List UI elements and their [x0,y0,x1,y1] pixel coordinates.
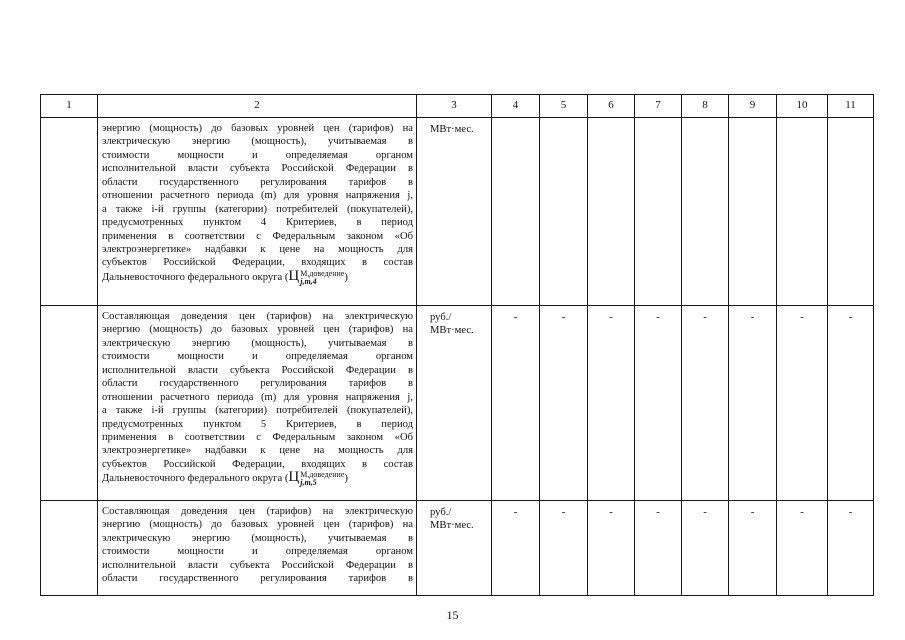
text-line: субъектов Российской Федерации, входящих в состав [102,458,413,470]
unit-text: МВт·мес. [430,124,474,135]
value-cell [540,501,588,596]
value-text: - [750,312,755,323]
value-text [540,118,587,123]
value-cell [588,306,635,501]
text-line: области государственного регулирования тарифов в [102,176,413,188]
value-text [828,118,873,123]
value-text: - [750,507,755,518]
text-line: а также i-й группы (категории) потребителей (покупателей), [102,203,413,215]
tariff-formula [288,267,345,286]
value-text: - [609,312,613,323]
value-cell [777,306,828,501]
value-cell [540,118,588,306]
text-line: исполнительной власти субъекта Российской Федерации в [102,559,413,571]
value-text: - [800,312,804,323]
text-line: а также i-й группы (категории) потребителей (покупателей), [102,405,413,417]
page-number: 15 [446,608,459,622]
formula-subscript: j,m,4 [300,276,317,286]
value-cell [729,501,777,596]
description-text [98,118,416,286]
table-row [41,501,874,596]
value-text: - [703,507,707,518]
text-line: стоимости мощности и определяемая органом [102,351,413,363]
row-number-cell [41,118,98,306]
text-line: энергию (мощность) до базовых уровней цен (тарифов) на [102,519,413,531]
criteria-table [40,94,874,596]
text-line: Составляющая доведения цен (тарифов) на электрическую [102,506,413,517]
closing-paren: ) [344,473,348,485]
header-cell: 8 [682,95,729,118]
value-text [492,118,539,123]
unit-text: МВт·мес. [430,325,474,336]
value-text: - [703,312,707,323]
header-cell: 3 [417,95,492,118]
row-number-cell [41,501,98,596]
value-text: - [513,312,518,323]
value-text: - [656,312,660,323]
table-row [41,306,874,501]
header-cell: 5 [540,95,588,118]
text-line: области государственного регулирования тарифов в [102,573,413,585]
table-row [41,118,874,306]
value-text: - [848,507,853,518]
value-cell [588,118,635,306]
header-cell: 10 [777,95,828,118]
value-cell [588,501,635,596]
value-cell [492,306,540,501]
value-cell [540,306,588,501]
header-cell: 1 [41,95,98,118]
text-line: исполнительной власти субъекта Российской Федерации в [102,364,413,376]
value-cell [828,118,874,306]
value-cell [729,306,777,501]
value-cell [682,306,729,501]
formula-superscript: М,доведение [300,470,345,480]
value-text [682,118,728,123]
text-line: стоимости мощности и определяемая органом [102,149,413,161]
value-text [777,118,827,123]
value-text [635,118,681,123]
header-cell: 4 [492,95,540,118]
value-text: - [800,507,804,518]
value-cell [777,501,828,596]
text-line-with-formula [102,267,413,286]
value-text [588,118,634,123]
value-cell [682,118,729,306]
description-cell [98,306,417,501]
value-cell [828,306,874,501]
row-number-cell [41,306,98,501]
value-cell [635,118,682,306]
text-line: Дальневосточного федерального округа ( [102,473,289,485]
text-line: применения в соответствии с Федеральным законом «Об [102,431,413,443]
header-cell: 6 [588,95,635,118]
value-cell [635,501,682,596]
unit-cell [417,501,492,596]
unit-text: руб./ [430,507,452,518]
formula-base: Ц [288,469,300,486]
tariff-formula [288,469,345,488]
text-line: отношении расчетного периода (m) для уровня напряжения j, [102,190,413,202]
unit-text: МВт·мес. [430,520,474,531]
text-line: энергию (мощность) до базовых уровней цен (тарифов) на [102,324,413,336]
value-cell [828,501,874,596]
text-line: Дальневосточного федерального округа ( [102,271,289,283]
unit-cell [417,118,492,306]
text-line: электрическую энергию (мощность), учитываемая в [102,136,413,148]
value-text: - [609,507,613,518]
text-line-with-formula [102,471,413,487]
closing-paren: ) [344,271,348,283]
value-text [729,118,776,123]
value-text: - [848,312,853,323]
text-line: электрическую энергию (мощность), учитываемая в [102,337,413,349]
value-cell [492,501,540,596]
description-cell [98,501,417,596]
text-line: предусмотренных пунктом 4 Критериев, в период [102,217,413,229]
description-text [98,306,416,487]
formula-subscript: j,m,5 [300,478,317,488]
value-text: - [513,507,518,518]
description-cell [98,118,417,306]
text-line: предусмотренных пунктом 5 Критериев, в период [102,418,413,430]
formula-superscript: М,доведение [300,268,345,278]
value-text: - [656,507,660,518]
value-text: - [561,507,566,518]
value-cell [682,501,729,596]
value-cell [729,118,777,306]
text-line: исполнительной власти субъекта Российской Федерации в [102,163,413,175]
unit-cell [417,306,492,501]
value-cell [777,118,828,306]
text-line: электроэнергетике» надбавки к цене на мощность для [102,243,413,255]
text-line: применения в соответствии с Федеральным законом «Об [102,230,413,242]
text-line: электроэнергетике» надбавки к цене на мощность для [102,445,413,457]
value-cell [492,118,540,306]
description-text [98,501,416,595]
text-line: субъектов Российской Федерации, входящих в состав [102,257,413,269]
value-text: - [561,312,566,323]
header-cell: 7 [635,95,682,118]
text-line: Составляющая доведения цен (тарифов) на электрическую [102,311,413,322]
table-header-row [41,95,874,118]
text-line: электрическую энергию (мощность), учитываемая в [102,532,413,544]
text-line: области государственного регулирования тарифов в [102,378,413,390]
header-cell: 11 [828,95,874,118]
unit-text: руб./ [430,312,452,323]
text-line: отношении расчетного периода (m) для уровня напряжения j, [102,391,413,403]
text-line: энергию (мощность) до базовых уровней цен (тарифов) на [102,123,413,134]
value-cell [635,306,682,501]
formula-base: Ц [288,267,300,284]
text-line: стоимости мощности и определяемая органом [102,546,413,558]
header-cell: 2 [98,95,417,118]
header-cell: 9 [729,95,777,118]
